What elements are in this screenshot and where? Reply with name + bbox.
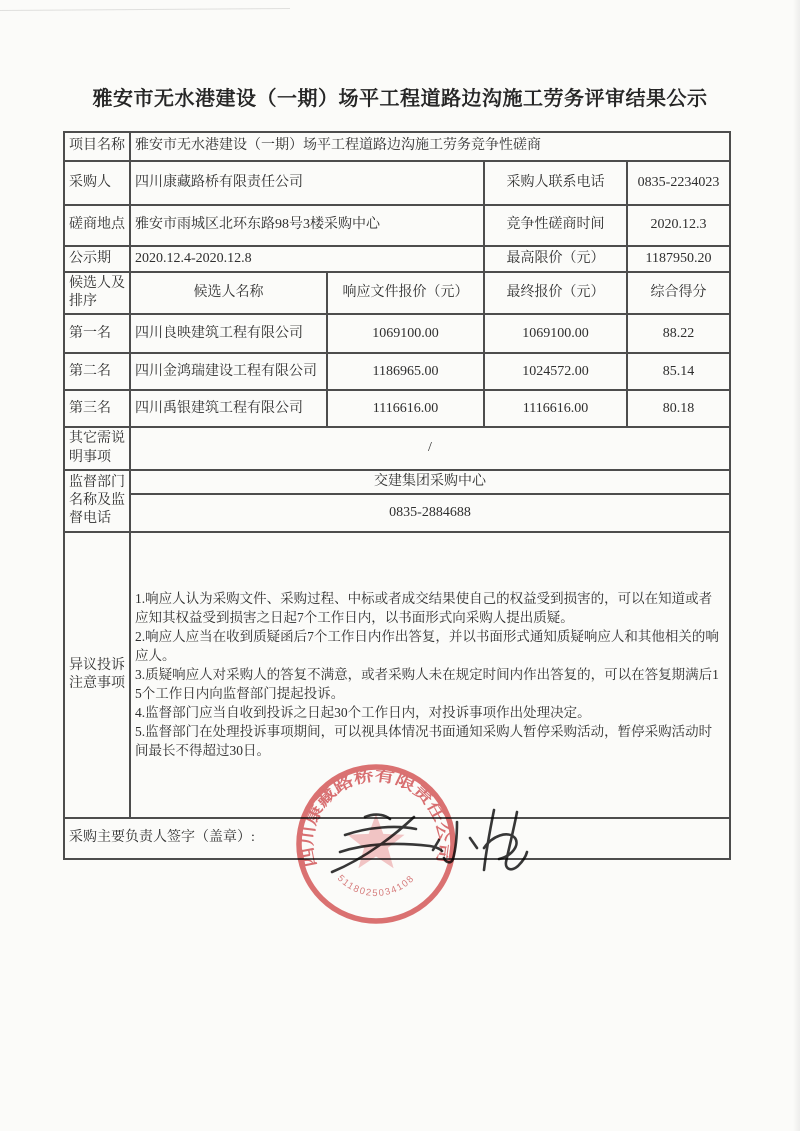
objection-item-5: 5.监督部门在处理投诉事项期间，可以视具体情况书面通知采购人暂停采购活动，暂停采购活动时间最长不得超过30日。	[135, 724, 713, 759]
purchaser-value: 四川康藏路桥有限责任公司	[130, 161, 484, 205]
candidate-header-name: 候选人名称	[130, 272, 327, 314]
candidate-rank: 第一名	[64, 314, 130, 353]
candidate-name: 四川良映建筑工程有限公司	[130, 314, 327, 353]
max-price-value: 1187950.20	[627, 246, 730, 272]
row-signature	[64, 818, 730, 859]
other-notes-label: 其它需说明事项	[64, 427, 130, 469]
candidate-header-rank: 候选人及排序	[64, 272, 130, 314]
venue-value: 雅安市雨城区北环东路98号3楼采购中心	[130, 205, 484, 246]
candidate-row-3	[64, 390, 730, 427]
signature-row-label: 采购主要负责人签字（盖章）:	[64, 818, 730, 859]
candidate-rank: 第二名	[64, 353, 130, 390]
negotiation-time-value: 2020.12.3	[627, 205, 730, 246]
seal-number-text: 5118025034108	[334, 872, 418, 900]
purchaser-phone-label: 采购人联系电话	[484, 161, 627, 205]
candidate-header-score: 综合得分	[627, 272, 730, 314]
objection-item-4: 4.监督部门应当自收到投诉之日起30个工作日内，对投诉事项作出处理决定。	[135, 705, 591, 721]
candidate-final-price: 1116616.00	[484, 390, 627, 427]
candidate-row-1	[64, 314, 730, 353]
candidate-name: 四川金鸿瑞建设工程有限公司	[130, 353, 327, 390]
supervision-phone-value: 0835-2884688	[130, 494, 730, 532]
candidate-header-final-price: 最终报价（元）	[484, 272, 627, 314]
supervision-dept-value: 交建集团采购中心	[130, 470, 730, 494]
supervision-label: 监督部门名称及监督电话	[64, 470, 130, 532]
venue-label: 磋商地点	[64, 205, 130, 246]
purchaser-phone-value: 0835-2234023	[627, 161, 730, 205]
max-price-label: 最高限价（元）	[484, 246, 627, 272]
publicity-period-label: 公示期	[64, 246, 130, 272]
row-purchaser	[64, 161, 730, 205]
row-candidate-header	[64, 272, 730, 314]
candidate-name: 四川禹银建筑工程有限公司	[130, 390, 327, 427]
negotiation-time-label: 竞争性磋商时间	[484, 205, 627, 246]
candidate-final-price: 1024572.00	[484, 353, 627, 390]
candidate-header-bid-price: 响应文件报价（元）	[327, 272, 484, 314]
candidate-row-2	[64, 353, 730, 390]
candidate-score: 85.14	[627, 353, 730, 390]
row-other-notes	[64, 427, 730, 469]
candidate-bid-price: 1116616.00	[327, 390, 484, 427]
seal-company-text: 四川康藏路桥有限责任公司	[299, 767, 453, 869]
objection-item-2: 2.响应人应当在收到质疑函后7个工作日内作出答复，并以书面形式通知质疑响应人和其他相关的响应人。	[135, 629, 719, 664]
scan-edge-artifact	[793, 0, 800, 1131]
row-venue	[64, 205, 730, 246]
page-title: 雅安市无水港建设（一期）场平工程道路边沟施工劳务评审结果公示	[92, 88, 708, 110]
row-supervision-dept	[64, 470, 730, 494]
other-notes-value: /	[130, 427, 730, 469]
candidate-score: 80.18	[627, 390, 730, 427]
objection-item-1: 1.响应人认为采购文件、采购过程、中标或者成交结果使自己的权益受到损害的，可以在知道或者应知其权益受到损害之日起7个工作日内，以书面形式向采购人提出质疑。	[135, 591, 713, 626]
candidate-score: 88.22	[627, 314, 730, 353]
candidate-final-price: 1069100.00	[484, 314, 627, 353]
objection-item-3: 3.质疑响应人对采购人的答复不满意，或者采购人未在规定时间内作出答复的，可以在答复期满后15个工作日内向监督部门提起投诉。	[135, 667, 719, 702]
row-publicity-period	[64, 246, 730, 272]
row-supervision-phone	[64, 494, 730, 532]
candidate-rank: 第三名	[64, 390, 130, 427]
purchaser-label: 采购人	[64, 161, 130, 205]
scan-edge-artifact	[0, 8, 290, 11]
objection-label: 异议投诉注意事项	[64, 532, 130, 818]
candidate-bid-price: 1069100.00	[327, 314, 484, 353]
objection-text-cell	[130, 532, 730, 818]
publicity-period-value: 2020.12.4-2020.12.8	[130, 246, 484, 272]
project-value: 雅安市无水港建设（一期）场平工程道路边沟施工劳务竞争性磋商	[130, 132, 730, 161]
row-project	[64, 132, 730, 161]
row-objection	[64, 532, 730, 818]
candidate-bid-price: 1186965.00	[327, 353, 484, 390]
result-table	[63, 131, 731, 860]
project-label: 项目名称	[64, 132, 130, 161]
